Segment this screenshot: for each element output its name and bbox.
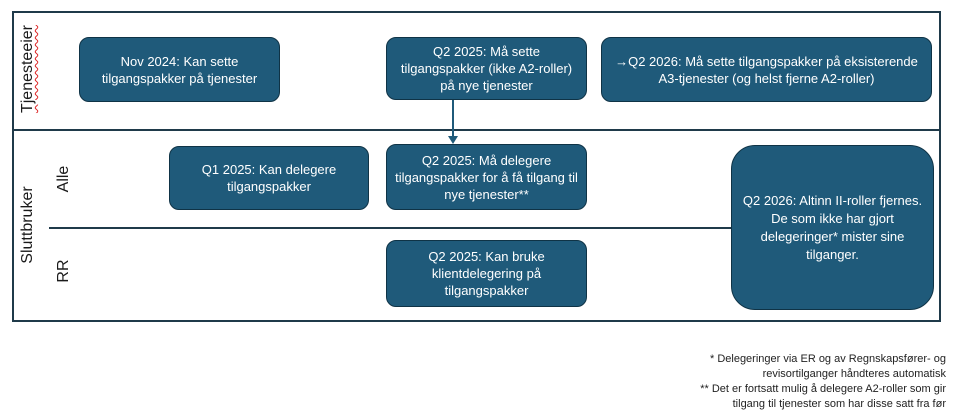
box-q1-2025-delegate: Q1 2025: Kan delegere tilgangspakker [169, 146, 369, 210]
lane-label-provider: Tjenesteeier [19, 24, 36, 114]
box-q2-2025-set-packages: Q2 2025: Må sette tilgangspakker (ikke A2-roller) på nye tjenester [386, 37, 587, 100]
footnote-line-1: * Delegeringer via ER og av Regnskapsfører- og [709, 353, 946, 365]
box-q2-2025-client-delegation: Q2 2025: Kan bruke klientdelegering på tilgangspakker [386, 240, 587, 307]
box-q2-2026-set-packages: →Q2 2026: Må sette tilgangspakker på eksisterende A3-tjenester (og helst fjerne A2-roller) [601, 37, 932, 102]
box-q2-2026-roles-removed: Q2 2026: Altinn II-roller fjernes. De som ikke har gjort delegeringer* mister sine tilganger. [731, 145, 934, 310]
box-nov-2024: Nov 2024: Kan sette tilgangspakker på tjenester [79, 37, 280, 102]
footnote-line-4: tilgang til tjenester som har disse satt fra før [732, 398, 946, 410]
footnote-line-3: ** Det er fortsatt mulig å delegere A2-roller som gir [700, 383, 946, 395]
sublane-label-rr: RR [55, 259, 72, 283]
footnotes [606, 352, 946, 412]
box-q2-2025-must-delegate: Q2 2025: Må delegere tilgangspakker for å få tilgang til nye tjenester** [386, 144, 587, 210]
sublane-label-all: Alle [55, 165, 72, 193]
footnote-line-2: revisortilganger håndteres automatisk [762, 368, 946, 380]
lane-label-end-user: Sluttbruker [19, 186, 36, 264]
